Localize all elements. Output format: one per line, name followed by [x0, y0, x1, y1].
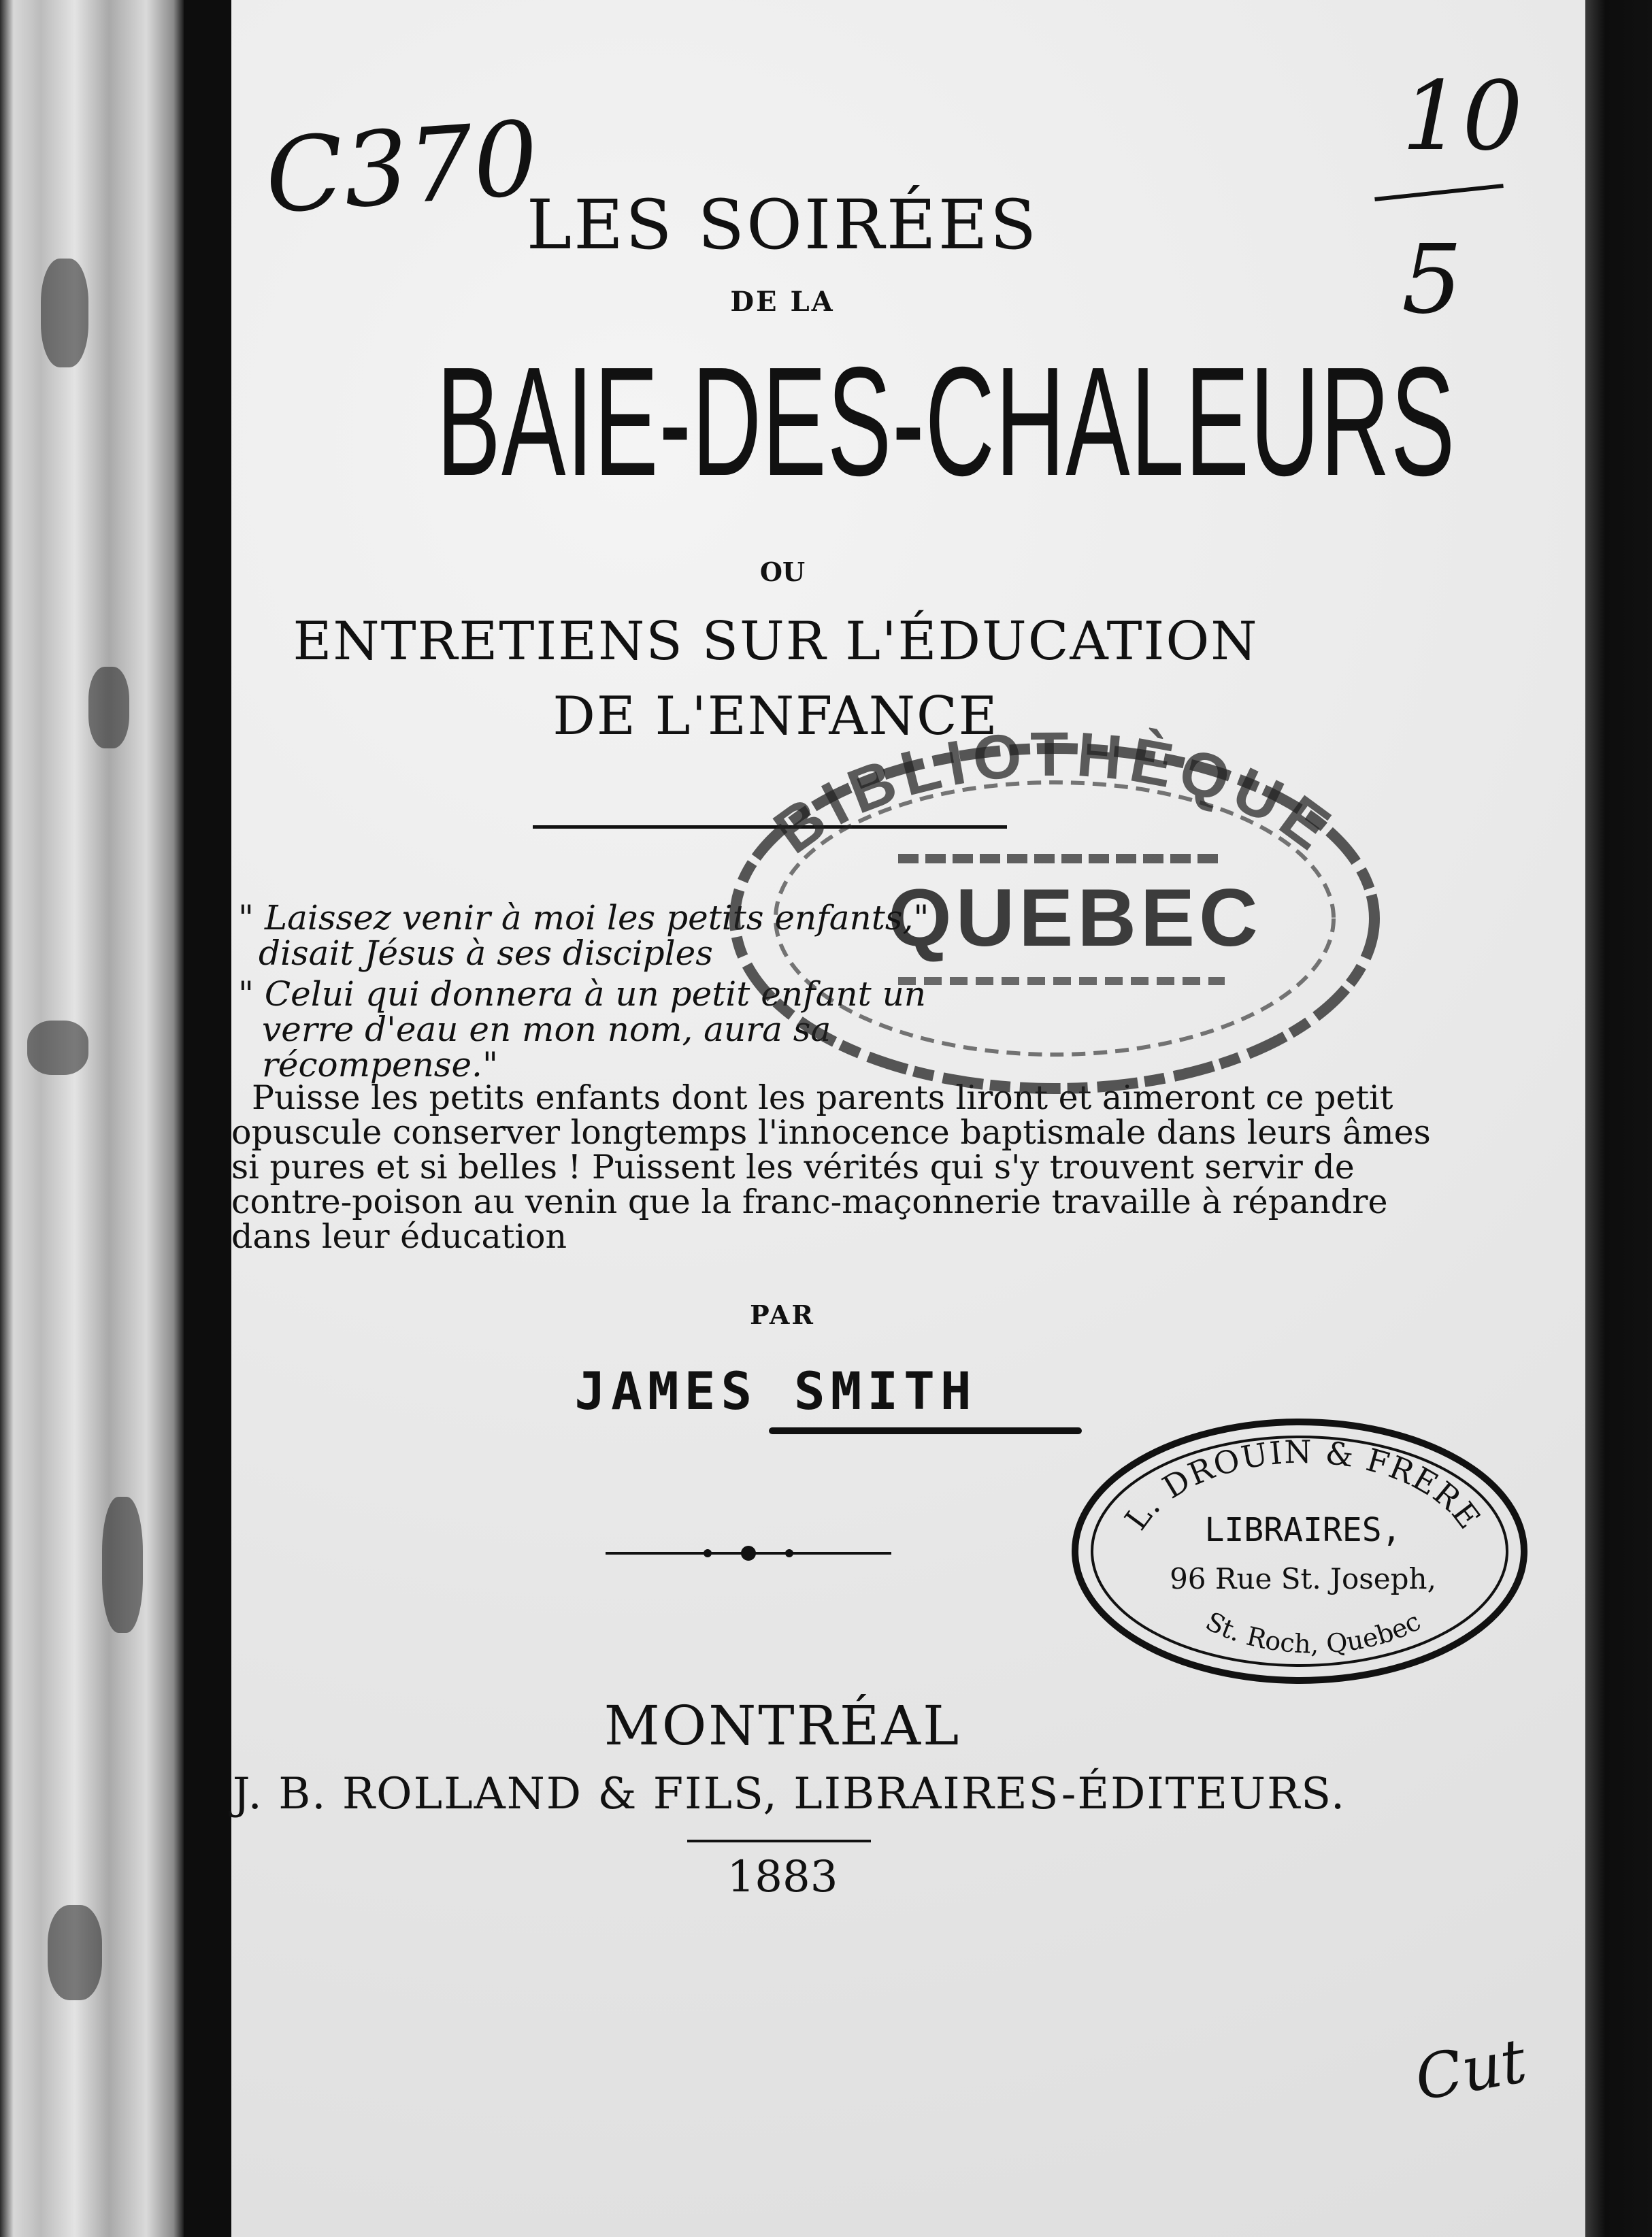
- bookseller-stamp: [1061, 1408, 1538, 1694]
- paragraph-line: dans leur éducation: [231, 1217, 567, 1256]
- fraction-bottom-annotation: 5: [1402, 225, 1463, 335]
- main-title: BAIE-DES-CHALEURS: [436, 335, 1456, 508]
- imprint-city: MONTRÉAL: [604, 1694, 961, 1757]
- paragraph-line: Puisse les petits enfants dont les parents liront et aimeront ce petit: [252, 1078, 1393, 1117]
- epigraph-line: disait Jésus à ses disciples: [259, 933, 713, 973]
- subtitle-line-1: ENTRETIENS SUR L'ÉDUCATION: [293, 611, 1259, 672]
- epigraph-line: récompense.": [262, 1045, 498, 1084]
- fraction-top-annotation: 10: [1402, 61, 1523, 172]
- subtitle-line-2: DE L'ENFANCE: [552, 686, 999, 747]
- title-conjunction: OU: [759, 557, 806, 587]
- page-edge: [1585, 0, 1652, 2237]
- ornament-divider: [606, 1543, 891, 1563]
- bottom-note-annotation: Cut: [1410, 2025, 1532, 2115]
- epigraph-line: " Celui qui donnera à un petit enfant un: [238, 974, 926, 1014]
- author-underline: [769, 1427, 1082, 1434]
- bookseller-stamp-line3: 96 Rue St. Joseph,: [1170, 1562, 1436, 1595]
- title-line-1: LES SOIRÉES: [526, 185, 1039, 265]
- bookseller-stamp-line2: LIBRAIRES,: [1204, 1511, 1402, 1549]
- author-name: JAMES SMITH: [574, 1361, 977, 1421]
- epigraph-line: verre d'eau en mon nom, aura sa: [262, 1010, 831, 1049]
- call-number-annotation: C370: [261, 99, 542, 237]
- title-line-2: DE LA: [730, 286, 835, 318]
- paragraph-line: contre-poison au venin que la franc-maçonnerie travaille à répandre: [231, 1182, 1388, 1221]
- paragraph-line: si pures et si belles ! Puissent les vérités qui s'y trouvent servir de: [231, 1148, 1355, 1187]
- binding-gutter: [184, 0, 231, 2237]
- bookseller-stamp-line1: L. DROUIN & FRERE: [1117, 1433, 1489, 1537]
- epigraph-line: " Laissez venir à moi les petits enfants,": [238, 898, 929, 938]
- imprint-year: 1883: [727, 1852, 838, 1902]
- bookseller-stamp-line4: St. Roch, Quebec: [1201, 1606, 1425, 1659]
- library-stamp: [694, 714, 1415, 1095]
- library-stamp-center: QUEBEC: [888, 872, 1262, 963]
- paragraph-line: opuscule conserver longtemps l'innocence baptismale dans leurs âmes: [231, 1113, 1431, 1152]
- imprint-publisher: J. B. ROLLAND & FILS, LIBRAIRES-ÉDITEURS.: [232, 1769, 1347, 1819]
- byline-par: PAR: [750, 1299, 815, 1330]
- dedication-paragraph: [231, 1078, 1431, 1256]
- svg-text:St. Roch, Quebec: [1201, 1606, 1425, 1659]
- imprint-rule: [687, 1840, 871, 1842]
- library-stamp-top: BIBLIOTHÈQUE: [761, 719, 1348, 867]
- book-spine: [0, 0, 184, 2237]
